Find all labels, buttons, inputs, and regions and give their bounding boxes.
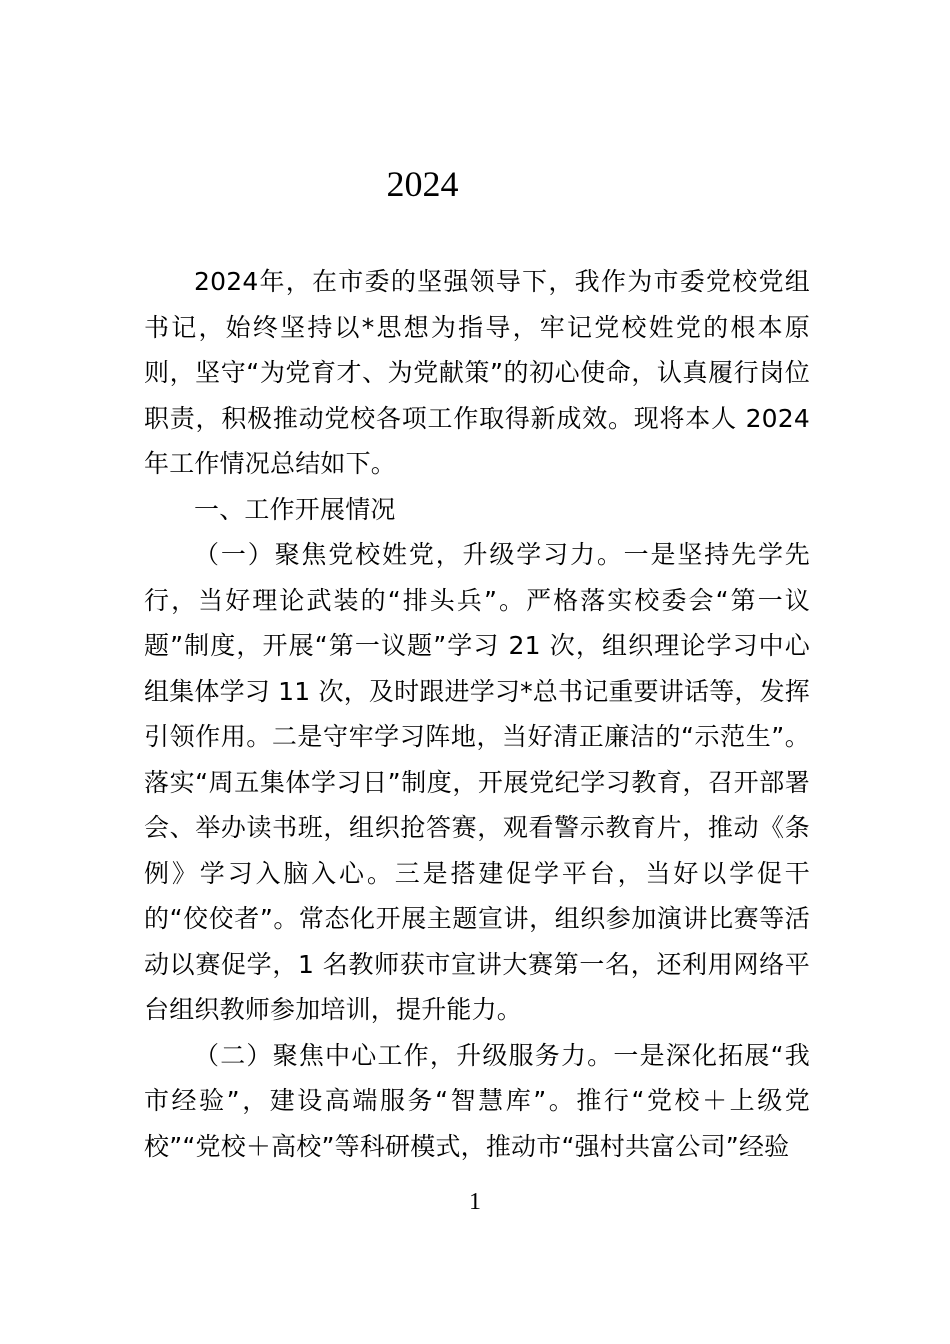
section-2-paragraph: （二）聚焦中心工作，升级服务力。一是深化拓展“我市经验”，建设高端服务“智慧库”。推行“党校＋上级党校”“党校＋高校”等科研模式，推动市“强村共富公司”经验 [144, 1040, 810, 1161]
page-number: 1 [469, 1189, 481, 1215]
document-title: 2024 [386, 164, 459, 204]
section-heading: 一、工作开展情况 [194, 494, 396, 524]
section-1-paragraph: （一）聚焦党校姓党，升级学习力。一是坚持先学先行，当好理论武装的“排头兵”。严格落实校委会“第一议题”制度，开展“第一议题”学习 21 次，组织理论学习中心组集体学习 11 次，及时跟进学习*总书记重要讲话等，发挥引领作用。二是守牢学习阵地，当好清正廉洁的“示范生”。落实“周五集体学习日”制度，开展党纪学习教育，召开部署会、举办读书班，组织抢答赛，观看警示教育片，推动《条例》学习入脑入心。三是搭建促学平台，当好以学促干的“佼佼者”。常态化开展主题宣讲，组织参加演讲比赛等活动以赛促学，1 名教师获市宣讲大赛第一名，还利用网络平台组织教师参加培训，提升能力。 [144, 540, 811, 1024]
document-body [144, 259, 810, 1169]
intro-paragraph: 2024年，在市委的坚强领导下，我作为市委党校党组书记，始终坚持以*思想为指导，牢记党校姓党的根本原则，坚守“为党育才、为党献策”的初心使命，认真履行岗位职责，积极推动党校各项工作取得新成效。现将本人 2024 年工作情况总结如下。 [144, 267, 810, 478]
